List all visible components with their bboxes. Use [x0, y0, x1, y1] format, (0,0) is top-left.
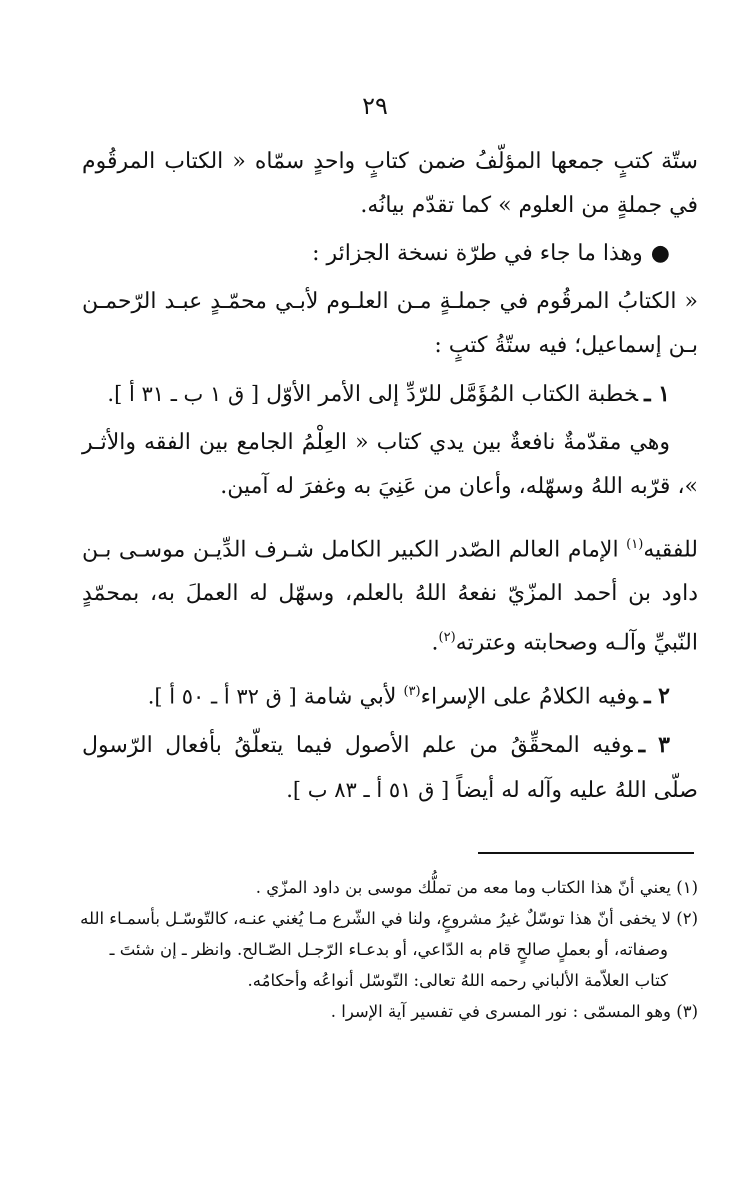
- list-item-2-text: وفيه الكلامُ على الإسراء: [420, 683, 639, 709]
- footnote-2: (٢) لا يخفى أنّ هذا توسّلٌ غيرُ مشروعٍ، ولنا في الشّرع مـا يُغني عنـه، كالتّوسّـل بأسمـاء الله: [80, 909, 698, 928]
- paragraph-title-note: [82, 232, 698, 276]
- paragraph-title-note-text: وهذا ما جاء في طرّة نسخة الجزائر :: [312, 241, 643, 266]
- footnote-2-line-3: كتاب العلاّمة الألباني رحمه اللهُ تعالى: التّوسّل أنواعُه وأحكامُه.: [247, 971, 668, 990]
- paragraph-intro: ستّة كتبٍ جمعها المؤلّفُ ضمن كتابٍ واحدٍ سمّاه « الكتاب المرقُوم في جملةٍ من العلوم » كما تقدّم بيانُه.: [82, 149, 698, 218]
- list-item-2: [82, 670, 698, 719]
- footnote-2-line-2: وصفاته، أو بعملٍ صالحٍ قام به الدّاعي، أو بدعـاء الرّجـل الصّـالح. وانظر ـ إن شئتَ ـ: [109, 940, 668, 959]
- bullet-icon: ●: [650, 241, 670, 266]
- paragraph-author: [82, 523, 698, 666]
- list-item-1-text: خطبة الكتاب المُؤَمَّل للرّدِّ إلى الأمر الأوّل: [266, 382, 639, 407]
- list-item-3-text: وفيه المحقِّقُ من علم الأصول فيما يتعلّقُ بأفعال الرّسول صلّى اللهُ عليه وآله له أيضاً: [82, 732, 698, 803]
- footnote-1: (١) يعني أنّ هذا الكتاب وما معه من تملُّك موسى بن داود المزّي .: [255, 878, 698, 897]
- paragraph-quote-open: « الكتابُ المرقُوم في جملـةٍ مـن العلـوم لأبـي محمّـدٍ عبـد الرّحمـن بـن إسماعيل؛ فيه ستّةُ كتبٍ :: [82, 289, 698, 358]
- main-text: [82, 140, 698, 817]
- footnote-mark-1: (١): [626, 537, 644, 552]
- footnote-divider: [478, 852, 694, 854]
- list-item-1: [82, 372, 698, 417]
- paragraph-author-c: .: [431, 630, 439, 656]
- list-item-2-text2: لأبي شامة: [303, 683, 404, 709]
- footnote-3: (٣) وهو المسمّى : نور المسرى في تفسير آية الإسرا .: [330, 1002, 698, 1021]
- paragraph-description: وهي مقدّمةٌ نافعةٌ بين يدي كتاب « العِلْمُ الجامع بين الفقه والأثـر »، قرّبه اللهُ وسهّله، وأعان من عَنِيَ به وغفرَ له آمين.: [82, 430, 698, 499]
- list-item-1-number: ١ ـ: [644, 381, 670, 407]
- footnote-mark-2: (٢): [438, 630, 456, 646]
- footnotes: [62, 872, 698, 1027]
- paragraph-author-b: الإمام العالم الصّدر الكبير الكامل شـرف الدِّيـن موسـى بـن داود بن أحمد المزّيّ نفعهُ اللهُ بالعلم، وسهّل له العملَ به، بمحمّدٍ النّبيِّ وآلـه وصحابته وعترته: [82, 537, 698, 656]
- list-item-1-ref: [ ق ١ ب ـ ٣١ أ ].: [107, 382, 260, 406]
- paragraph-author-a: للفقيه: [643, 537, 698, 563]
- page-number: ٢٩: [362, 92, 388, 120]
- footnote-mark-3: (٣): [403, 683, 421, 699]
- list-item-2-number: ٢ ـ: [644, 682, 670, 709]
- list-item-2-ref: [ ق ٣٢ أ ـ ٥٠ أ ].: [147, 683, 297, 708]
- list-item-3-ref: [ ق ٥١ أ ـ ٨٣ ب ].: [286, 777, 450, 802]
- list-item-3: [82, 723, 698, 813]
- list-item-3-number: ٣ ـ: [638, 731, 670, 758]
